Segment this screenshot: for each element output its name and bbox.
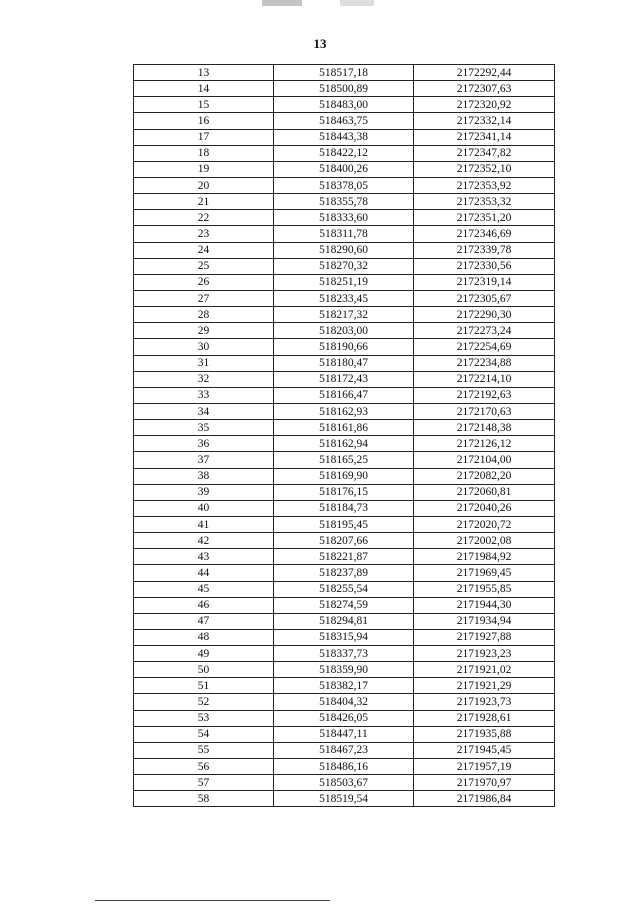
y-coordinate-cell: 2171955,85 xyxy=(414,581,555,597)
y-coordinate-cell: 2172353,92 xyxy=(414,177,555,193)
y-coordinate-cell: 2172341,14 xyxy=(414,129,555,145)
y-coordinate-cell: 2172254,69 xyxy=(414,339,555,355)
x-coordinate-cell: 518355,78 xyxy=(274,194,414,210)
point-number-cell: 48 xyxy=(134,629,274,645)
table-row xyxy=(134,307,555,323)
x-coordinate-cell: 518463,75 xyxy=(274,113,414,129)
coordinates-table xyxy=(133,64,555,807)
table-row xyxy=(134,613,555,629)
y-coordinate-cell: 2171934,94 xyxy=(414,613,555,629)
point-number-cell: 19 xyxy=(134,161,274,177)
y-coordinate-cell: 2172330,56 xyxy=(414,258,555,274)
table-row xyxy=(134,355,555,371)
table-row xyxy=(134,177,555,193)
point-number-cell: 15 xyxy=(134,97,274,113)
y-coordinate-cell: 2171923,73 xyxy=(414,694,555,710)
y-coordinate-cell: 2172292,44 xyxy=(414,65,555,81)
x-coordinate-cell: 518217,32 xyxy=(274,307,414,323)
point-number-cell: 51 xyxy=(134,678,274,694)
x-coordinate-cell: 518166,47 xyxy=(274,387,414,403)
x-coordinate-cell: 518359,90 xyxy=(274,662,414,678)
coordinates-table-body xyxy=(134,65,555,807)
table-row xyxy=(134,161,555,177)
table-row xyxy=(134,339,555,355)
table-row xyxy=(134,226,555,242)
point-number-cell: 29 xyxy=(134,323,274,339)
x-coordinate-cell: 518378,05 xyxy=(274,177,414,193)
x-coordinate-cell: 518517,18 xyxy=(274,65,414,81)
point-number-cell: 34 xyxy=(134,403,274,419)
x-coordinate-cell: 518169,90 xyxy=(274,468,414,484)
x-coordinate-cell: 518294,81 xyxy=(274,613,414,629)
y-coordinate-cell: 2172060,81 xyxy=(414,484,555,500)
x-coordinate-cell: 518486,16 xyxy=(274,759,414,775)
point-number-cell: 33 xyxy=(134,387,274,403)
x-coordinate-cell: 518503,67 xyxy=(274,775,414,791)
x-coordinate-cell: 518176,15 xyxy=(274,484,414,500)
table-row xyxy=(134,129,555,145)
table-row xyxy=(134,597,555,613)
table-row xyxy=(134,452,555,468)
y-coordinate-cell: 2171957,19 xyxy=(414,759,555,775)
point-number-cell: 50 xyxy=(134,662,274,678)
table-row xyxy=(134,97,555,113)
footer-rule xyxy=(95,900,330,901)
point-number-cell: 35 xyxy=(134,420,274,436)
y-coordinate-cell: 2172214,10 xyxy=(414,371,555,387)
table-row xyxy=(134,323,555,339)
x-coordinate-cell: 518337,73 xyxy=(274,646,414,662)
y-coordinate-cell: 2171928,61 xyxy=(414,710,555,726)
table-row xyxy=(134,646,555,662)
table-row xyxy=(134,710,555,726)
point-number-cell: 28 xyxy=(134,307,274,323)
point-number-cell: 39 xyxy=(134,484,274,500)
table-row xyxy=(134,65,555,81)
y-coordinate-cell: 2172082,20 xyxy=(414,468,555,484)
point-number-cell: 23 xyxy=(134,226,274,242)
table-row xyxy=(134,468,555,484)
y-coordinate-cell: 2171984,92 xyxy=(414,549,555,565)
x-coordinate-cell: 518184,73 xyxy=(274,500,414,516)
point-number-cell: 49 xyxy=(134,646,274,662)
point-number-cell: 40 xyxy=(134,500,274,516)
point-number-cell: 47 xyxy=(134,613,274,629)
point-number-cell: 32 xyxy=(134,371,274,387)
x-coordinate-cell: 518203,00 xyxy=(274,323,414,339)
table-row xyxy=(134,662,555,678)
table-row xyxy=(134,145,555,161)
table-row xyxy=(134,387,555,403)
point-number-cell: 55 xyxy=(134,742,274,758)
table-row xyxy=(134,533,555,549)
table-row xyxy=(134,629,555,645)
table-row xyxy=(134,678,555,694)
y-coordinate-cell: 2171986,84 xyxy=(414,791,555,807)
point-number-cell: 24 xyxy=(134,242,274,258)
table-row xyxy=(134,565,555,581)
y-coordinate-cell: 2171935,88 xyxy=(414,726,555,742)
y-coordinate-cell: 2171927,88 xyxy=(414,629,555,645)
point-number-cell: 31 xyxy=(134,355,274,371)
y-coordinate-cell: 2172351,20 xyxy=(414,210,555,226)
y-coordinate-cell: 2172352,10 xyxy=(414,161,555,177)
point-number-cell: 57 xyxy=(134,775,274,791)
table-row xyxy=(134,403,555,419)
point-number-cell: 20 xyxy=(134,177,274,193)
x-coordinate-cell: 518467,23 xyxy=(274,742,414,758)
x-coordinate-cell: 518404,32 xyxy=(274,694,414,710)
table-row xyxy=(134,81,555,97)
y-coordinate-cell: 2171921,29 xyxy=(414,678,555,694)
x-coordinate-cell: 518162,93 xyxy=(274,403,414,419)
table-row xyxy=(134,581,555,597)
table-row xyxy=(134,694,555,710)
point-number-cell: 46 xyxy=(134,597,274,613)
y-coordinate-cell: 2171944,30 xyxy=(414,597,555,613)
point-number-cell: 52 xyxy=(134,694,274,710)
table-row xyxy=(134,775,555,791)
x-coordinate-cell: 518270,32 xyxy=(274,258,414,274)
point-number-cell: 41 xyxy=(134,516,274,532)
table-row xyxy=(134,290,555,306)
x-coordinate-cell: 518400,26 xyxy=(274,161,414,177)
table-row xyxy=(134,500,555,516)
point-number-cell: 17 xyxy=(134,129,274,145)
y-coordinate-cell: 2172319,14 xyxy=(414,274,555,290)
point-number-cell: 53 xyxy=(134,710,274,726)
x-coordinate-cell: 518311,78 xyxy=(274,226,414,242)
table-row xyxy=(134,742,555,758)
x-coordinate-cell: 518165,25 xyxy=(274,452,414,468)
scan-artifact xyxy=(262,0,302,6)
y-coordinate-cell: 2172002,08 xyxy=(414,533,555,549)
x-coordinate-cell: 518161,86 xyxy=(274,420,414,436)
y-coordinate-cell: 2172332,14 xyxy=(414,113,555,129)
y-coordinate-cell: 2172305,67 xyxy=(414,290,555,306)
table-row xyxy=(134,420,555,436)
table-row xyxy=(134,726,555,742)
y-coordinate-cell: 2172320,92 xyxy=(414,97,555,113)
table-row xyxy=(134,791,555,807)
table-row xyxy=(134,113,555,129)
table-row xyxy=(134,210,555,226)
y-coordinate-cell: 2171969,45 xyxy=(414,565,555,581)
table-row xyxy=(134,759,555,775)
x-coordinate-cell: 518162,94 xyxy=(274,436,414,452)
point-number-cell: 45 xyxy=(134,581,274,597)
page-number: 13 xyxy=(313,36,327,51)
x-coordinate-cell: 518333,60 xyxy=(274,210,414,226)
table-row xyxy=(134,242,555,258)
x-coordinate-cell: 518315,94 xyxy=(274,629,414,645)
point-number-cell: 14 xyxy=(134,81,274,97)
point-number-cell: 56 xyxy=(134,759,274,775)
y-coordinate-cell: 2172148,38 xyxy=(414,420,555,436)
point-number-cell: 38 xyxy=(134,468,274,484)
x-coordinate-cell: 518519,54 xyxy=(274,791,414,807)
point-number-cell: 22 xyxy=(134,210,274,226)
x-coordinate-cell: 518426,05 xyxy=(274,710,414,726)
point-number-cell: 54 xyxy=(134,726,274,742)
table-row xyxy=(134,274,555,290)
point-number-cell: 16 xyxy=(134,113,274,129)
point-number-cell: 37 xyxy=(134,452,274,468)
y-coordinate-cell: 2172307,63 xyxy=(414,81,555,97)
point-number-cell: 36 xyxy=(134,436,274,452)
x-coordinate-cell: 518251,19 xyxy=(274,274,414,290)
x-coordinate-cell: 518190,66 xyxy=(274,339,414,355)
x-coordinate-cell: 518237,89 xyxy=(274,565,414,581)
x-coordinate-cell: 518500,89 xyxy=(274,81,414,97)
y-coordinate-cell: 2172192,63 xyxy=(414,387,555,403)
x-coordinate-cell: 518443,38 xyxy=(274,129,414,145)
scan-artifact xyxy=(340,0,374,6)
y-coordinate-cell: 2172126,12 xyxy=(414,436,555,452)
point-number-cell: 43 xyxy=(134,549,274,565)
table-row xyxy=(134,258,555,274)
point-number-cell: 44 xyxy=(134,565,274,581)
y-coordinate-cell: 2171945,45 xyxy=(414,742,555,758)
x-coordinate-cell: 518422,12 xyxy=(274,145,414,161)
point-number-cell: 26 xyxy=(134,274,274,290)
x-coordinate-cell: 518255,54 xyxy=(274,581,414,597)
point-number-cell: 21 xyxy=(134,194,274,210)
y-coordinate-cell: 2172170,63 xyxy=(414,403,555,419)
y-coordinate-cell: 2172020,72 xyxy=(414,516,555,532)
x-coordinate-cell: 518233,45 xyxy=(274,290,414,306)
y-coordinate-cell: 2172273,24 xyxy=(414,323,555,339)
x-coordinate-cell: 518172,43 xyxy=(274,371,414,387)
x-coordinate-cell: 518447,11 xyxy=(274,726,414,742)
table-row xyxy=(134,194,555,210)
table-row xyxy=(134,516,555,532)
y-coordinate-cell: 2171923,23 xyxy=(414,646,555,662)
point-number-cell: 58 xyxy=(134,791,274,807)
y-coordinate-cell: 2171921,02 xyxy=(414,662,555,678)
point-number-cell: 18 xyxy=(134,145,274,161)
x-coordinate-cell: 518180,47 xyxy=(274,355,414,371)
y-coordinate-cell: 2172290,30 xyxy=(414,307,555,323)
x-coordinate-cell: 518382,17 xyxy=(274,678,414,694)
y-coordinate-cell: 2172353,32 xyxy=(414,194,555,210)
x-coordinate-cell: 518207,66 xyxy=(274,533,414,549)
y-coordinate-cell: 2172347,82 xyxy=(414,145,555,161)
y-coordinate-cell: 2172346,69 xyxy=(414,226,555,242)
x-coordinate-cell: 518221,87 xyxy=(274,549,414,565)
point-number-cell: 27 xyxy=(134,290,274,306)
x-coordinate-cell: 518195,45 xyxy=(274,516,414,532)
x-coordinate-cell: 518483,00 xyxy=(274,97,414,113)
table-row xyxy=(134,371,555,387)
table-row xyxy=(134,549,555,565)
point-number-cell: 42 xyxy=(134,533,274,549)
y-coordinate-cell: 2172339,78 xyxy=(414,242,555,258)
point-number-cell: 13 xyxy=(134,65,274,81)
x-coordinate-cell: 518274,59 xyxy=(274,597,414,613)
y-coordinate-cell: 2171970,97 xyxy=(414,775,555,791)
y-coordinate-cell: 2172234,88 xyxy=(414,355,555,371)
point-number-cell: 30 xyxy=(134,339,274,355)
point-number-cell: 25 xyxy=(134,258,274,274)
x-coordinate-cell: 518290,60 xyxy=(274,242,414,258)
y-coordinate-cell: 2172104,00 xyxy=(414,452,555,468)
table-row xyxy=(134,484,555,500)
y-coordinate-cell: 2172040,26 xyxy=(414,500,555,516)
table-row xyxy=(134,436,555,452)
